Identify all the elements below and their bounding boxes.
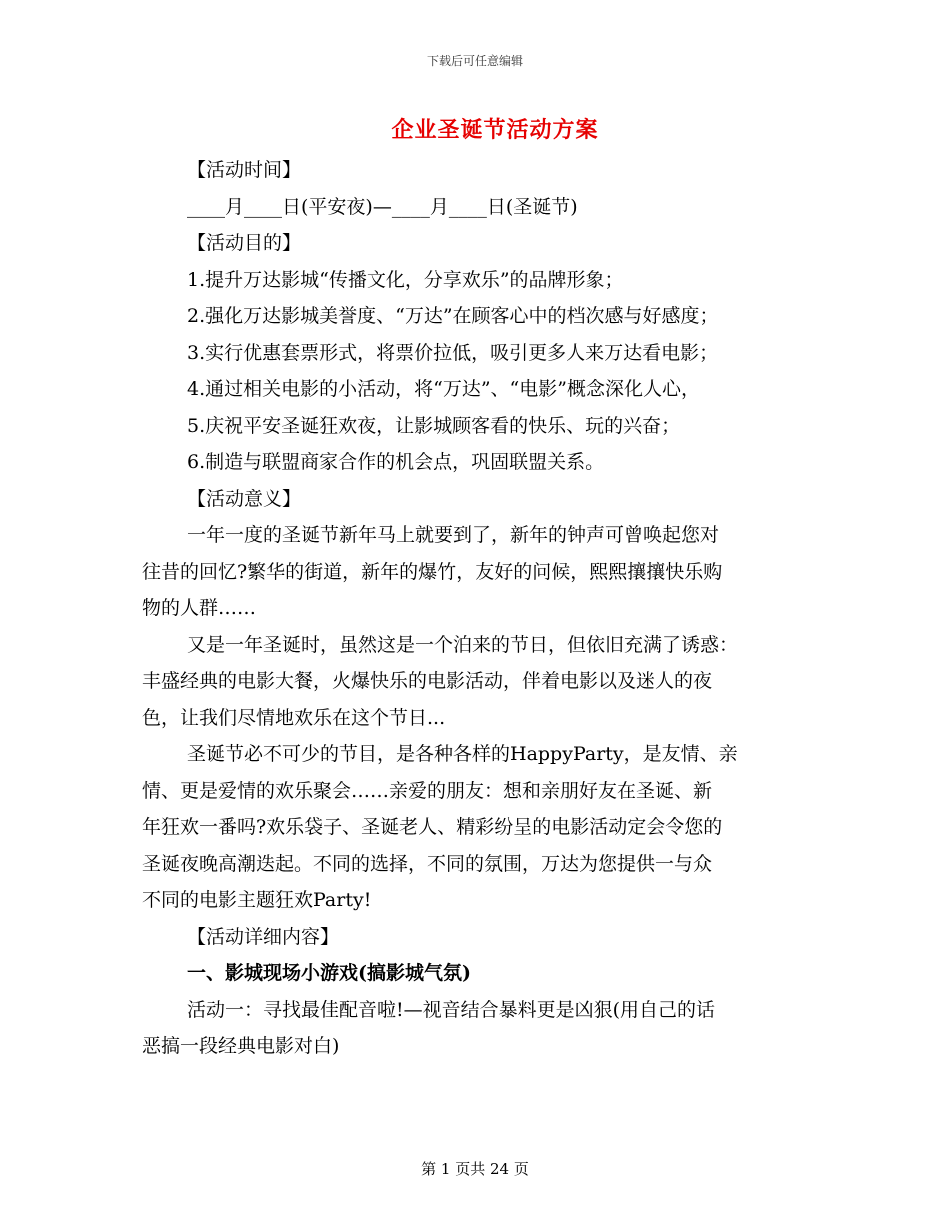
body-line: 6.制造与联盟商家合作的机会点，巩固联盟关系。	[187, 451, 605, 473]
body-line: 丰盛经典的电影大餐，火爆快乐的电影活动，伴着电影以及迷人的夜	[142, 670, 713, 692]
body-line: 年狂欢一番吗?欢乐袋子、圣诞老人、精彩纷呈的电影活动定会令您的	[142, 816, 723, 838]
header-note: 下载后可任意编辑	[426, 54, 523, 68]
body-line: 色，让我们尽情地欢乐在这个节日...	[142, 706, 446, 729]
body-line: 【活动时间】	[187, 159, 302, 181]
body-line: 3.实行优惠套票形式，将票价拉低，吸引更多人来万达看电影；	[187, 341, 719, 364]
body-line: 活动一：寻找最佳配音啦!—视音结合暴料更是凶狠(用自己的话	[187, 998, 716, 1021]
body-line: 一年一度的圣诞节新年马上就要到了，新年的钟声可曾唤起您对	[187, 524, 720, 546]
body-line: 不同的电影主题狂欢Party!	[142, 889, 372, 911]
body-line: 圣诞夜晚高潮迭起。不同的选择，不同的氛围，万达为您提供一与众	[142, 852, 713, 875]
body-line: 又是一年圣诞时，虽然这是一个泊来的节日，但依旧充满了诱惑：	[187, 633, 739, 656]
body-line: 【活动意义】	[187, 487, 302, 510]
body-line: ____月____日(平安夜)—____月____日(圣诞节)	[187, 195, 578, 218]
body-line: 一、影城现场小游戏(搞影城气氛)	[187, 962, 471, 984]
page-footer: 第 1 页共 24 页	[421, 1160, 529, 1178]
body-line: 1.提升万达影城“传播文化，分享欢乐”的品牌形象；	[187, 268, 624, 291]
document-title: 企业圣诞节活动方案	[391, 117, 599, 143]
body-line: 圣诞节必不可少的节目，是各种各样的HappyParty，是友情、亲	[187, 743, 738, 765]
body-line: 情、更是爱情的欢乐聚会……亲爱的朋友：想和亲朋好友在圣诞、新	[142, 779, 713, 802]
body-line: 物的人群……	[142, 597, 257, 619]
body-line: 往昔的回忆?繁华的街道，新年的爆竹，友好的问候，熙熙攘攘快乐购	[142, 560, 723, 583]
body-line: 4.通过相关电影的小活动，将“万达”、“电影”概念深化人心，	[187, 378, 700, 400]
document-body	[142, 152, 807, 1065]
body-line: 5.庆祝平安圣诞狂欢夜，让影城顾客看的快乐、玩的兴奋；	[187, 414, 681, 437]
body-line: 恶搞一段经典电影对白)	[142, 1035, 340, 1057]
body-line: 2.强化万达影城美誉度、“万达”在顾客心中的档次感与好感度；	[187, 305, 719, 327]
body-line: 【活动详细内容】	[187, 925, 340, 948]
body-line: 【活动目的】	[187, 232, 302, 254]
